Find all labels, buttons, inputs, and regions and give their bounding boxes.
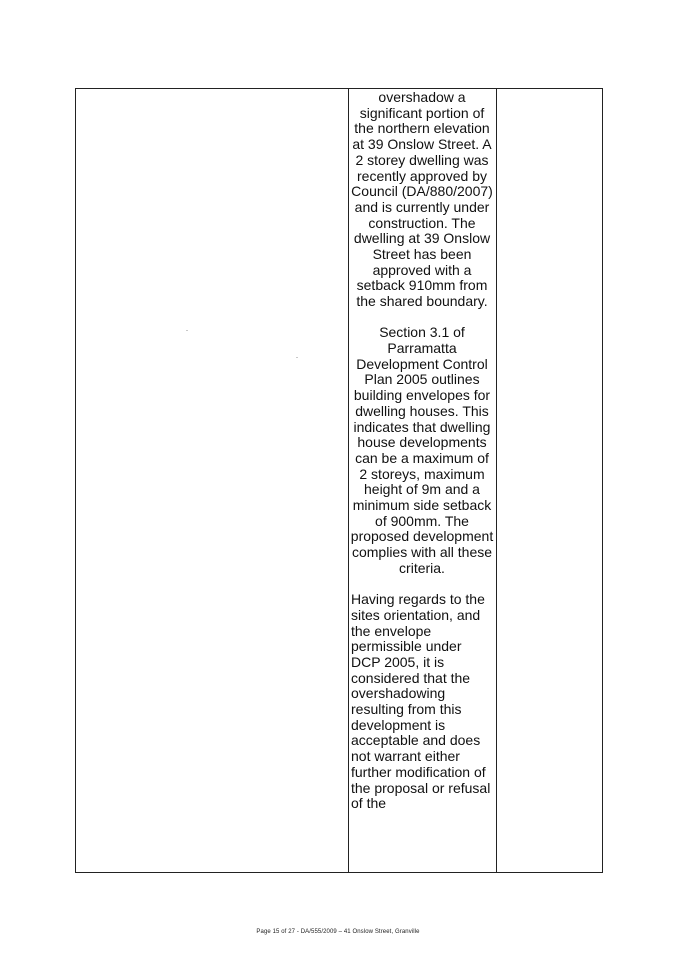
column-divider-left [348, 89, 349, 872]
paragraph-conclusion: Having regards to the sites orientation, and the envelope permissible under DCP 2005, it is considered that the overshadowing resulting from this development is acceptable and does not warrant either further modification of the proposal or refusal of the [351, 591, 491, 812]
comments-cell [350, 89, 494, 872]
scan-speck [296, 357, 298, 358]
paragraph-overshadowing: overshadow a significant portion of the northern elevation at 39 Onslow Street. A 2 storey dwelling was recently approved by Council (DA/880/2007) and is currently under construction. The dwelling at 39 Onslow Street has been approved with a setback 910mm from the shared boundary. [351, 89, 493, 310]
page-footer: Page 15 of 27 - DA/555/2009 – 41 Onslow Street, Granville [256, 929, 420, 935]
scan-speck [186, 330, 188, 331]
paragraph-dcp-envelope: Section 3.1 of Parramatta Development Control Plan 2005 outlines building envelopes for dwelling houses. This indicates that dwelling house developments can be a maximum of 2 storeys, maximum height of 9m and a minimum side setback of 900mm. The proposed development complies with all these criteria. [350, 324, 494, 576]
assessment-table [75, 88, 603, 873]
column-divider-right [496, 89, 497, 872]
